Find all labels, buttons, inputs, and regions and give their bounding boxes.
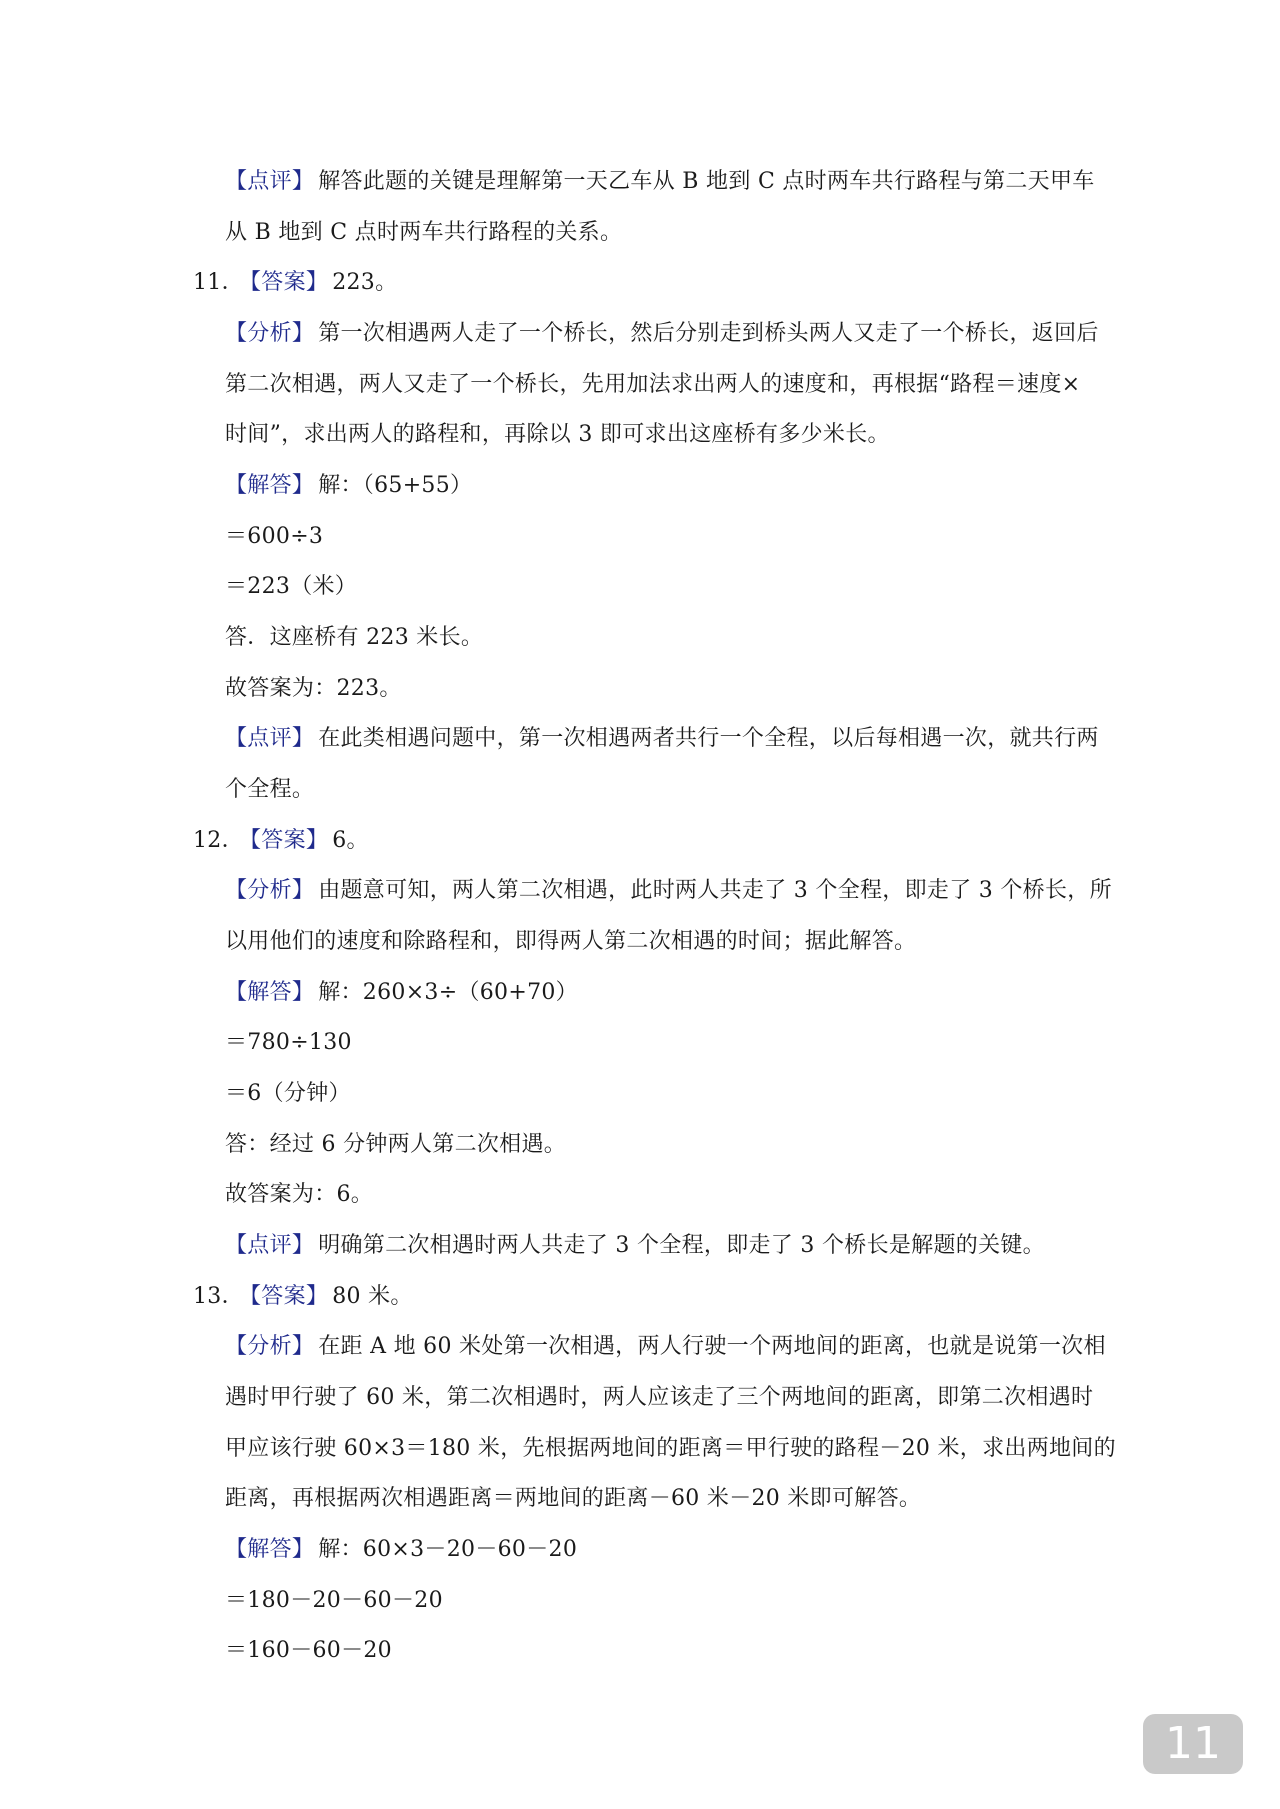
q11-dianping-text-1: 在此类相遇问题中，第一次相遇两者共行一个全程，以后每相遇一次，就共行两 bbox=[318, 726, 1099, 751]
q13-step-1: ＝180－20－60－20 bbox=[225, 1588, 443, 1613]
q12-step-2: ＝6（分钟） bbox=[225, 1081, 351, 1106]
q13-fenxi-line-2 bbox=[225, 1383, 1093, 1413]
q13-fenxi-line-4 bbox=[225, 1484, 921, 1514]
q12-fenxi-text-2: 以用他们的速度和除路程和，即得两人第二次相遇的时间；据此解答。 bbox=[225, 929, 917, 954]
daan-tag: 【答案】 bbox=[239, 270, 329, 295]
q13-step-2: ＝160－60－20 bbox=[225, 1638, 392, 1663]
q11-jieda-line bbox=[225, 471, 472, 501]
q12-jieda-line bbox=[225, 978, 578, 1008]
fenxi-tag: 【分析】 bbox=[225, 321, 315, 346]
q13-fenxi-text-3: 甲应该行驶 60×3＝180 米，先根据两地间的距离＝甲行驶的路程－20 米，求出两地间的 bbox=[225, 1436, 1116, 1461]
daan-tag: 【答案】 bbox=[239, 1284, 329, 1309]
q11-fenxi-line-1 bbox=[225, 319, 1099, 349]
fenxi-tag: 【分析】 bbox=[225, 1334, 315, 1359]
q12-answer: 6。 bbox=[332, 828, 369, 853]
q13-answer-line bbox=[193, 1282, 413, 1312]
dianping-tag: 【点评】 bbox=[225, 169, 315, 194]
dianping-tag: 【点评】 bbox=[225, 726, 315, 751]
q10-dianping-line-1 bbox=[225, 167, 1095, 197]
q12-final-answer: 故答案为：6。 bbox=[225, 1182, 374, 1207]
q11-fenxi-line-3 bbox=[225, 420, 890, 450]
q11-dianping-line-1 bbox=[225, 724, 1099, 754]
dianping-tag: 【点评】 bbox=[225, 1233, 315, 1258]
q12-dianping-text-1: 明确第二次相遇时两人共走了 3 个全程，即走了 3 个桥长是解题的关键。 bbox=[318, 1233, 1045, 1258]
fenxi-tag: 【分析】 bbox=[225, 878, 315, 903]
page-number-badge: 11 bbox=[1143, 1714, 1243, 1774]
q12-jieda-text: 解：260×3÷（60+70） bbox=[318, 980, 578, 1005]
q11-reply: 答．这座桥有 223 米长。 bbox=[225, 625, 484, 650]
q13-fenxi-line-3 bbox=[225, 1434, 1116, 1464]
q12-fenxi-line-2 bbox=[225, 927, 916, 957]
q13-answer: 80 米。 bbox=[332, 1284, 413, 1309]
q13-fenxi-text-4: 距离，再根据两次相遇距离＝两地间的距离－60 米－20 米即可解答。 bbox=[225, 1486, 922, 1511]
q11-dianping-text-2: 个全程。 bbox=[225, 777, 315, 802]
daan-tag: 【答案】 bbox=[239, 828, 329, 853]
q10-dianping-text-2: 从 B 地到 C 点时两车共行路程的关系。 bbox=[225, 220, 623, 245]
q10-dianping-line-2 bbox=[225, 218, 622, 248]
q12-reply: 答：经过 6 分钟两人第二次相遇。 bbox=[225, 1132, 567, 1157]
q11-fenxi-line-2 bbox=[225, 370, 1080, 400]
q11-step-1: ＝600÷3 bbox=[225, 524, 324, 549]
q12-answer-line bbox=[193, 826, 369, 856]
q12-step-1: ＝780÷130 bbox=[225, 1030, 352, 1055]
q11-fenxi-text-3: 时间”，求出两人的路程和，再除以 3 即可求出这座桥有多少米长。 bbox=[225, 422, 890, 447]
q11-dianping-line-2 bbox=[225, 775, 314, 805]
q11-fenxi-text-1: 第一次相遇两人走了一个桥长，然后分别走到桥头两人又走了一个桥长，返回后 bbox=[318, 321, 1099, 346]
q10-dianping-text-1: 解答此题的关键是理解第一天乙车从 B 地到 C 点时两车共行路程与第二天甲车 bbox=[318, 169, 1095, 194]
q11-number: 11． bbox=[193, 270, 244, 295]
jieda-tag: 【解答】 bbox=[225, 473, 315, 498]
q13-fenxi-text-1: 在距 A 地 60 米处第一次相遇，两人行驶一个两地间的距离，也就是说第一次相 bbox=[318, 1334, 1106, 1359]
q11-final-answer: 故答案为：223。 bbox=[225, 676, 402, 701]
q11-jieda-text: 解：（65+55） bbox=[318, 473, 473, 498]
jieda-tag: 【解答】 bbox=[225, 1537, 315, 1562]
q11-answer: 223。 bbox=[332, 270, 398, 295]
q11-step-2: ＝223（米） bbox=[225, 574, 358, 599]
jieda-tag: 【解答】 bbox=[225, 980, 315, 1005]
q13-fenxi-text-2: 遇时甲行驶了 60 米，第二次相遇时，两人应该走了三个两地间的距离，即第二次相遇时 bbox=[225, 1385, 1094, 1410]
q13-fenxi-line-1 bbox=[225, 1332, 1106, 1362]
q11-answer-line bbox=[193, 268, 397, 298]
q13-number: 13． bbox=[193, 1284, 244, 1309]
q12-dianping-line-1 bbox=[225, 1231, 1045, 1261]
q12-fenxi-text-1: 由题意可知，两人第二次相遇，此时两人共走了 3 个全程，即走了 3 个桥长，所 bbox=[318, 878, 1112, 903]
q13-jieda-text: 解：60×3－20－60－20 bbox=[318, 1537, 578, 1562]
q12-number: 12． bbox=[193, 828, 244, 853]
q11-fenxi-text-2: 第二次相遇，两人又走了一个桥长，先用加法求出两人的速度和，再根据“路程＝速度× bbox=[225, 372, 1081, 397]
q13-jieda-line bbox=[225, 1535, 577, 1565]
q12-fenxi-line-1 bbox=[225, 876, 1112, 906]
